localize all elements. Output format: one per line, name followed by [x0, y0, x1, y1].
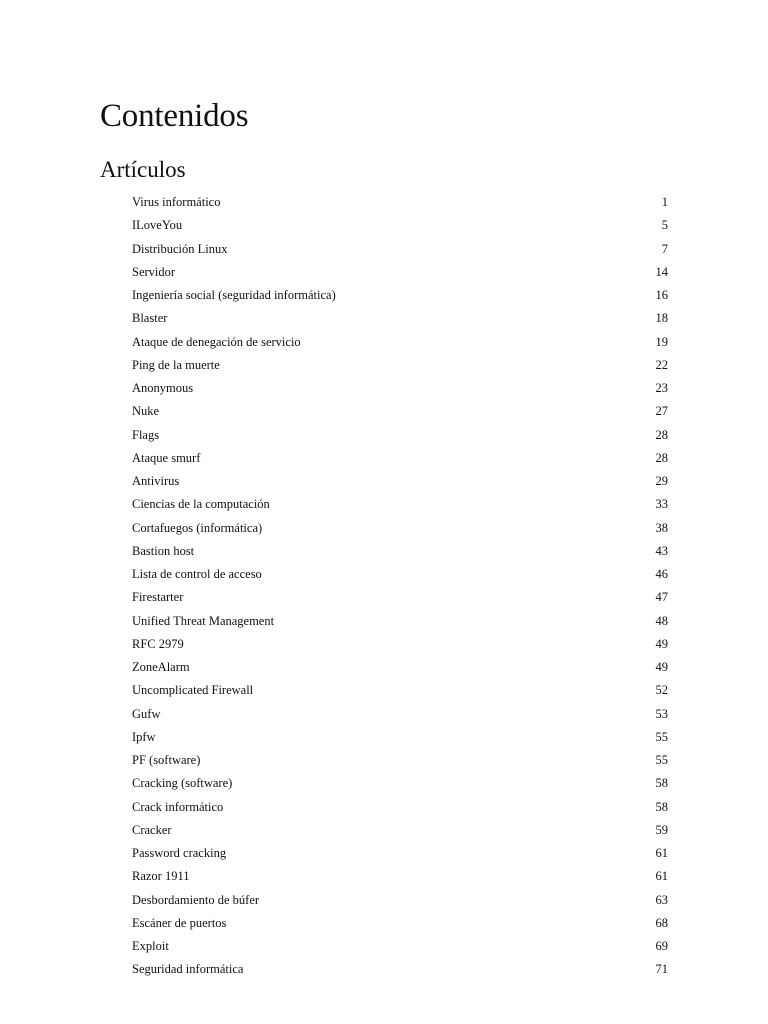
toc-entry-title: Firestarter [132, 590, 184, 605]
toc-entry-page-number: 28 [655, 450, 668, 465]
toc-entry-page-number: 33 [655, 497, 668, 512]
toc-entry-title: PF (software) [132, 753, 201, 767]
toc-entry-title: Unified Threat Management [132, 613, 275, 628]
toc-entry-page-number: 23 [655, 381, 668, 395]
toc-entry-page-number: 5 [661, 218, 668, 233]
toc-entry[interactable] [132, 239, 668, 262]
toc-entry-page-number: 49 [655, 636, 668, 651]
toc-entry-page-number: 14 [655, 264, 668, 279]
page-title: Contenidos [100, 98, 249, 134]
toc-entry-title: Escáner de puertos [132, 915, 227, 930]
toc-entry-title: Ping de la muerte [132, 357, 220, 372]
toc-entry[interactable] [132, 866, 668, 889]
toc-entry-title: Uncomplicated Firewall [132, 683, 254, 698]
toc-entry-title: Nuke [132, 404, 160, 419]
toc-entry-page-number: 71 [655, 962, 668, 977]
toc-entry[interactable] [132, 843, 668, 866]
toc-entry[interactable] [132, 564, 668, 587]
toc-entry[interactable] [132, 587, 668, 610]
toc-entry[interactable] [132, 657, 668, 680]
toc-entry-page-number: 61 [655, 869, 668, 884]
toc-entry[interactable] [132, 494, 668, 517]
toc-entry-page-number: 53 [655, 706, 668, 721]
toc-entry-title: Seguridad informática [132, 962, 244, 977]
table-of-contents [132, 192, 668, 983]
toc-entry[interactable] [132, 332, 668, 355]
toc-entry-title: RFC 2979 [132, 636, 184, 651]
toc-entry[interactable] [132, 936, 668, 959]
toc-entry-title: Servidor [132, 264, 176, 279]
toc-entry[interactable] [132, 913, 668, 936]
toc-entry-title: Antivirus [132, 474, 180, 488]
toc-entry[interactable] [132, 541, 668, 564]
toc-entry-title: ILoveYou [132, 218, 183, 233]
toc-entry[interactable] [132, 634, 668, 657]
toc-entry-page-number: 59 [655, 822, 668, 837]
toc-entry-page-number: 46 [655, 567, 668, 581]
toc-entry-title: Cracker [132, 822, 172, 837]
toc-entry-page-number: 49 [655, 660, 668, 674]
toc-entry[interactable] [132, 378, 668, 401]
toc-entry-title: Cracking (software) [132, 776, 233, 791]
toc-entry-title: Ciencias de la computación [132, 497, 270, 512]
toc-entry-title: Crack informático [132, 799, 224, 814]
toc-entry[interactable] [132, 425, 668, 448]
toc-entry-title: Ataque smurf [132, 450, 201, 465]
toc-entry-title: Desbordamiento de búfer [132, 892, 260, 907]
toc-entry-page-number: 69 [655, 939, 668, 953]
toc-entry-page-number: 19 [655, 334, 668, 349]
toc-entry-page-number: 61 [655, 846, 668, 860]
toc-entry-title: Distribución Linux [132, 241, 228, 256]
toc-entry-title: Ipfw [132, 729, 156, 744]
toc-entry-title: Exploit [132, 939, 169, 953]
toc-entry-title: Ingeniería social (seguridad informática) [132, 288, 336, 302]
toc-entry-page-number: 29 [655, 474, 668, 488]
toc-entry[interactable] [132, 704, 668, 727]
toc-entry[interactable] [132, 680, 668, 703]
toc-entry[interactable] [132, 797, 668, 820]
toc-entry[interactable] [132, 448, 668, 471]
toc-entry[interactable] [132, 355, 668, 378]
toc-entry[interactable] [132, 471, 668, 494]
toc-entry[interactable] [132, 401, 668, 424]
toc-entry-page-number: 52 [655, 683, 668, 698]
toc-entry-page-number: 18 [655, 311, 668, 326]
toc-entry-title: Password cracking [132, 846, 227, 860]
toc-entry-title: Razor 1911 [132, 869, 190, 884]
toc-entry-page-number: 16 [655, 288, 668, 302]
toc-entry[interactable] [132, 285, 668, 308]
toc-entry[interactable] [132, 308, 668, 331]
toc-entry[interactable] [132, 727, 668, 750]
toc-entry-page-number: 28 [655, 427, 668, 442]
toc-entry[interactable] [132, 215, 668, 238]
section-heading: Artículos [100, 157, 186, 182]
toc-entry-page-number: 68 [655, 915, 668, 930]
toc-entry-title: Bastion host [132, 543, 195, 558]
toc-entry-page-number: 63 [655, 892, 668, 907]
toc-entry-title: Virus informático [132, 195, 221, 209]
toc-entry-page-number: 22 [655, 357, 668, 372]
toc-entry-page-number: 48 [655, 613, 668, 628]
toc-entry-page-number: 1 [661, 195, 668, 209]
toc-entry[interactable] [132, 773, 668, 796]
toc-entry-title: Flags [132, 427, 160, 442]
toc-entry[interactable] [132, 820, 668, 843]
toc-entry-title: Cortafuegos (informática) [132, 520, 263, 535]
toc-entry-title: Ataque de denegación de servicio [132, 334, 301, 349]
toc-entry[interactable] [132, 750, 668, 773]
toc-entry-page-number: 27 [655, 404, 668, 419]
toc-entry-title: Blaster [132, 311, 168, 326]
toc-entry-page-number: 58 [655, 799, 668, 814]
toc-entry-page-number: 38 [655, 520, 668, 535]
toc-entry[interactable] [132, 262, 668, 285]
toc-entry-title: ZoneAlarm [132, 660, 190, 674]
toc-entry-page-number: 47 [655, 590, 668, 605]
toc-entry-title: Gufw [132, 706, 161, 721]
toc-entry[interactable] [132, 518, 668, 541]
toc-entry-page-number: 7 [661, 241, 668, 256]
toc-entry-title: Lista de control de acceso [132, 567, 262, 581]
toc-entry-page-number: 55 [655, 753, 668, 767]
toc-entry[interactable] [132, 192, 668, 215]
toc-entry-page-number: 58 [655, 776, 668, 791]
toc-entry[interactable] [132, 890, 668, 913]
toc-entry[interactable] [132, 611, 668, 634]
toc-entry-page-number: 55 [655, 729, 668, 744]
toc-entry-page-number: 43 [655, 543, 668, 558]
toc-entry[interactable] [132, 959, 668, 982]
toc-entry-title: Anonymous [132, 381, 194, 395]
